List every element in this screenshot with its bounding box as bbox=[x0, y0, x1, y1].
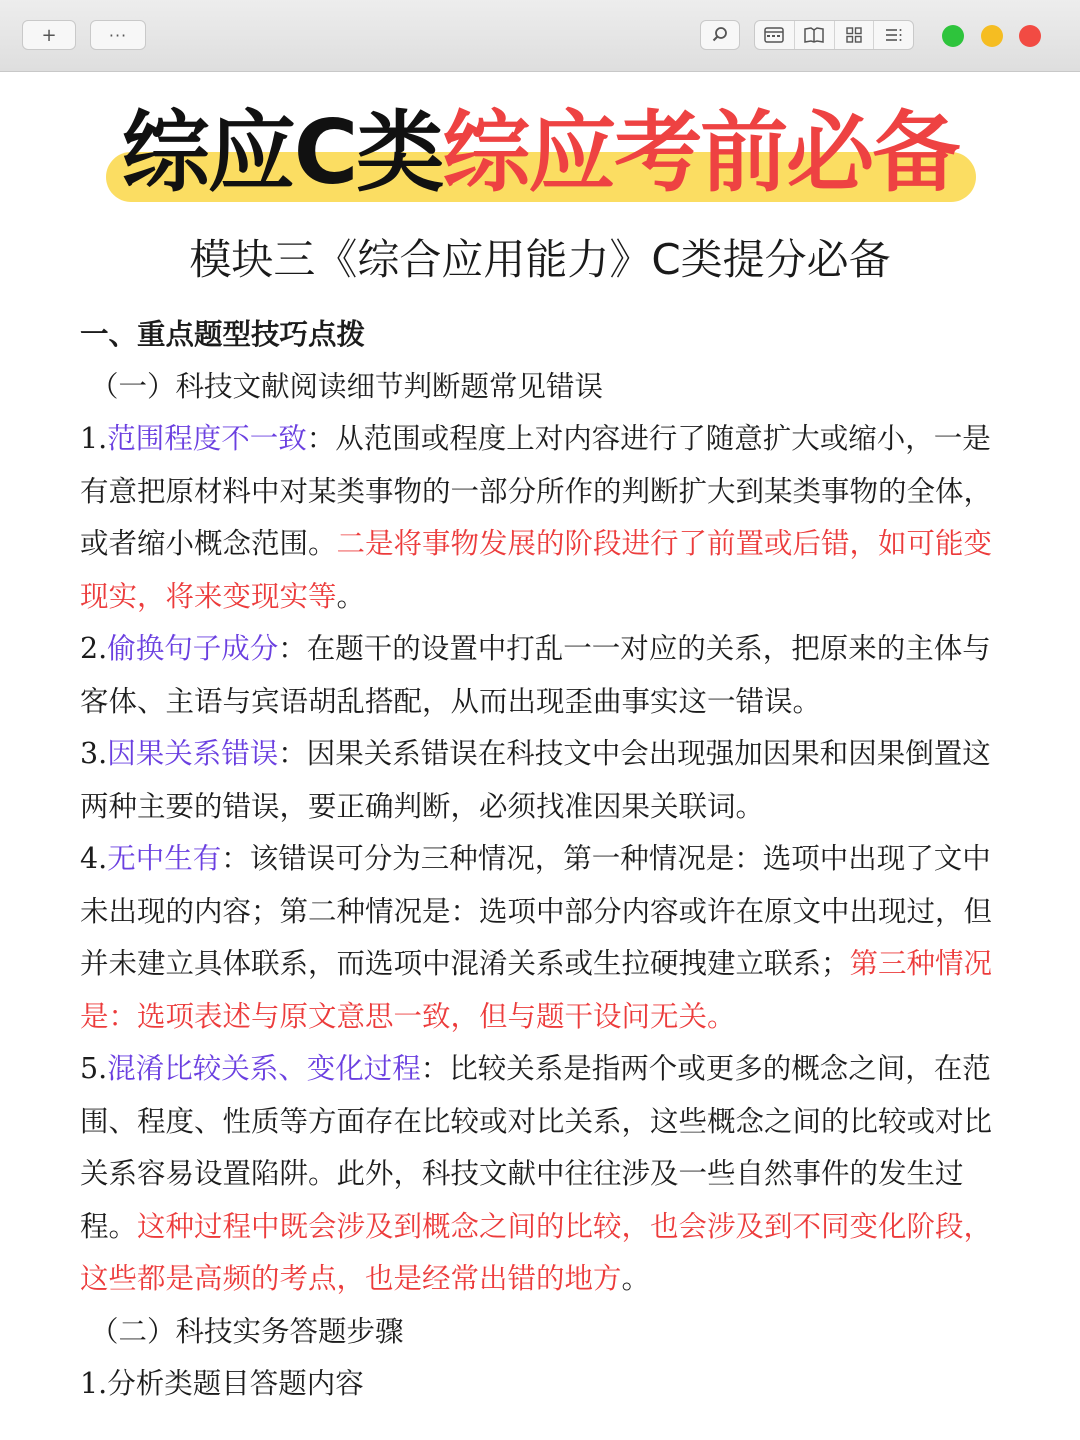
search-icon bbox=[711, 26, 729, 44]
list-item-2 bbox=[80, 623, 1005, 728]
title-black-part: 综应C类 bbox=[121, 101, 443, 204]
sidebar-view-button[interactable] bbox=[755, 21, 795, 49]
item-end: 。 bbox=[621, 1262, 651, 1295]
item-text: ：该错误可分为三种情况，第一种情况是：选项中出现了文中未出现的内容；第二种情况是：选项中部分内容或许在原文中出现过，但并未建立具体联系，而选项中混淆关系或生拉硬拽建立联系； bbox=[80, 842, 993, 980]
item-end: 。 bbox=[336, 579, 366, 613]
item-number: 4. bbox=[80, 842, 108, 875]
item-number: 1. bbox=[80, 422, 108, 455]
page-title bbox=[0, 100, 1080, 206]
list-item-4 bbox=[80, 833, 1005, 1043]
window-toolbar bbox=[0, 0, 1080, 72]
search-button[interactable] bbox=[700, 20, 740, 50]
list-item-last: 1.分析类题目答题内容 bbox=[80, 1367, 364, 1400]
title-red-part: 综应考前必备 bbox=[442, 101, 959, 204]
view-mode-group bbox=[754, 20, 914, 50]
ellipsis-icon: ··· bbox=[108, 25, 128, 45]
title-block bbox=[0, 100, 1080, 210]
item-keyword: 混淆比较关系、变化过程 bbox=[107, 1052, 421, 1085]
book-icon bbox=[804, 27, 824, 43]
item-keyword: 无中生有 bbox=[107, 842, 222, 875]
more-options-button[interactable] bbox=[90, 20, 146, 50]
book-view-button[interactable] bbox=[795, 21, 835, 49]
subsection-heading-1: （一）科技文献阅读细节判断题常见错误 bbox=[90, 369, 604, 403]
section-heading: 一、重点题型技巧点拨 bbox=[80, 317, 366, 351]
item-keyword: 偷换句子成分 bbox=[107, 632, 279, 665]
list-view-button[interactable] bbox=[874, 21, 913, 49]
item-text: ：从范围或程度上对内容进行了随意扩大或缩小，一是有意把原材料中对某类事物的一部分所作的判断扩大到某类事物的全体，或者缩小概念范围。 bbox=[80, 422, 993, 560]
window-maximize-button[interactable] bbox=[942, 25, 964, 47]
item-emphasis: 这种过程中既会涉及到概念之间的比较，也会涉及到不同变化阶段，这些都是高频的考点，也是经常出错的地方 bbox=[80, 1209, 993, 1295]
item-keyword: 范围程度不一致 bbox=[107, 422, 307, 455]
window-minimize-button[interactable] bbox=[981, 25, 1003, 47]
item-number: 2. bbox=[80, 632, 108, 665]
new-tab-button[interactable] bbox=[22, 20, 76, 50]
window-close-button[interactable] bbox=[1019, 25, 1041, 47]
page-subtitle: 模块三《综合应用能力》C类提分必备 bbox=[189, 235, 891, 284]
sidebar-icon bbox=[764, 27, 784, 43]
plus-icon: + bbox=[41, 24, 57, 46]
document-body bbox=[80, 308, 1005, 1411]
list-icon bbox=[885, 27, 903, 43]
grid-view-button[interactable] bbox=[835, 21, 875, 49]
grid-icon bbox=[846, 27, 862, 43]
subsection-heading-2: （二）科技实务答题步骤 bbox=[90, 1314, 404, 1348]
item-number: 5. bbox=[80, 1052, 108, 1085]
list-item-5 bbox=[80, 1043, 1005, 1306]
item-text: ：因果关系错误在科技文中会出现强加因果和因果倒置这两种主要的错误，要正确判断，必须找准因果关联词。 bbox=[80, 737, 991, 823]
item-emphasis: 二是将事物发展的阶段进行了前置或后错，如可能变现实，将来变现实等 bbox=[80, 527, 993, 613]
item-keyword: 因果关系错误 bbox=[107, 737, 279, 770]
item-emphasis: 第三种情况是：选项表述与原文意思一致，但与题干设问无关。 bbox=[80, 947, 993, 1033]
item-number: 3. bbox=[80, 737, 108, 770]
item-text: ：比较关系是指两个或更多的概念之间，在范围、程度、性质等方面存在比较或对比关系，这些概念之间的比较或对比关系容易设置陷阱。此外，科技文献中往往涉及一些自然事件的发生过程。 bbox=[80, 1052, 993, 1243]
item-text: ：在题干的设置中打乱一一对应的关系，把原来的主体与客体、主语与宾语胡乱搭配，从而出现歪曲事实这一错误。 bbox=[80, 632, 991, 718]
list-item-3 bbox=[80, 728, 1005, 833]
list-item-1 bbox=[80, 413, 1005, 623]
